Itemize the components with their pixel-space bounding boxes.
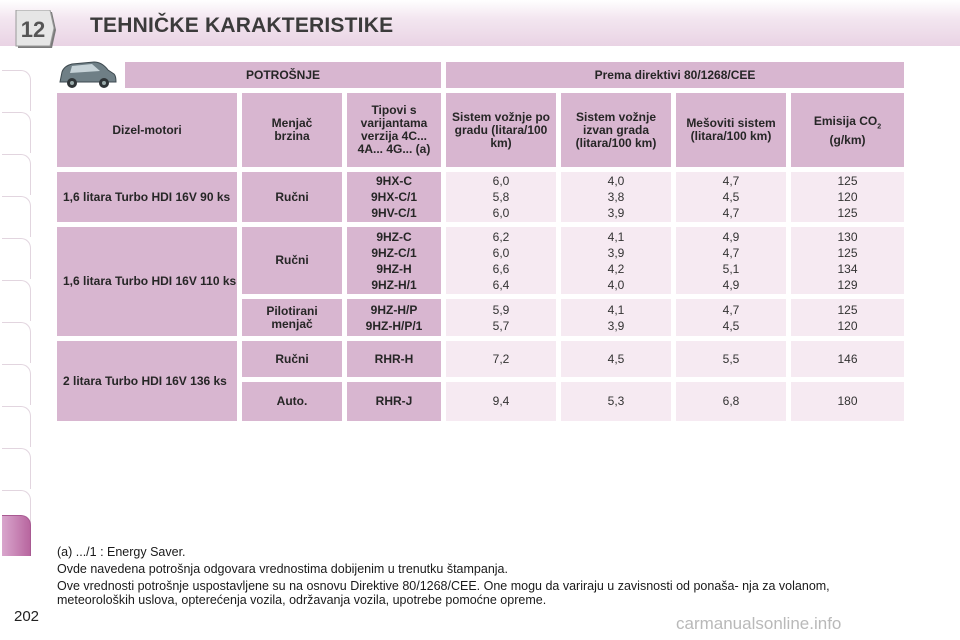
variant: 9HZ-H/1 — [371, 277, 417, 292]
variant: 9HX-C/1 — [370, 190, 417, 204]
value: 125 — [837, 245, 858, 260]
value: 6,4 — [492, 277, 510, 292]
chapter-number: 12 — [20, 17, 46, 42]
city-values — [446, 172, 556, 222]
variant: RHR-H — [347, 341, 441, 377]
col-header-mixed: Mešoviti sistem (litara/100 km) — [676, 93, 786, 167]
side-tab[interactable] — [2, 70, 31, 111]
note-directive: Ove vrednosti potrošnje uspostavljene su na osnovu Direktive 80/1268/CEE. One mogu da variraju u zavisnosti od ponaša- nja za volanom, meteoroloških uslova, opterećenja vozila, održavanja vozila, upotrebe pomoćne opreme. — [57, 579, 830, 607]
value: 3,9 — [607, 318, 625, 333]
value: 4,7 — [722, 174, 740, 188]
co2-subscript: 2 — [877, 123, 882, 131]
value: 7,2 — [446, 341, 556, 377]
note-printing: Ovde navedena potrošnja odgovara vrednostima dobijenim u trenutku štampanja. — [57, 562, 508, 576]
co2-values — [791, 227, 904, 294]
side-tab[interactable] — [2, 238, 31, 279]
value: 6,0 — [492, 245, 510, 260]
value: 3,9 — [607, 245, 625, 260]
value: 4,9 — [722, 229, 740, 244]
extra-urban-values — [561, 172, 671, 222]
value: 146 — [791, 341, 904, 377]
variant: RHR-J — [347, 382, 441, 421]
value: 5,1 — [722, 261, 740, 276]
value: 6,6 — [492, 261, 510, 276]
value: 180 — [791, 382, 904, 421]
value: 9,4 — [446, 382, 556, 421]
value: 5,7 — [492, 318, 510, 333]
city-values — [446, 227, 556, 294]
variants-cell — [347, 172, 441, 222]
watermark: carmanualsonline.info — [676, 614, 842, 633]
value: 4,7 — [722, 206, 740, 220]
side-tab[interactable] — [2, 406, 31, 447]
mixed-values — [676, 227, 786, 294]
variant: 9HZ-H/P/1 — [365, 318, 423, 333]
extra-urban-values — [561, 299, 671, 336]
value: 129 — [837, 277, 858, 292]
gearbox-cell: Auto. — [242, 382, 342, 421]
variant: 9HZ-C — [376, 229, 412, 244]
value: 134 — [837, 261, 858, 276]
value: 120 — [837, 190, 858, 204]
engine-1-6-110: 1,6 litara Turbo HDI 16V 110 ks — [57, 227, 237, 336]
value: 5,9 — [492, 302, 510, 317]
gearbox-piloted: Pilotirani menjač — [242, 299, 342, 336]
value: 4,7 — [722, 302, 740, 317]
value: 4,5 — [722, 318, 740, 333]
value: 130 — [837, 229, 858, 244]
co2-unit: (g/km) — [829, 132, 866, 147]
city-values — [446, 299, 556, 336]
variant: 9HV-C/1 — [371, 206, 417, 220]
chapter-badge-icon — [14, 10, 58, 50]
co2-label: Emisija CO — [813, 114, 878, 129]
value: 6,2 — [492, 229, 510, 244]
header-directive: Prema direktivi 80/1268/CEE — [446, 62, 904, 88]
value: 5,3 — [561, 382, 671, 421]
side-tab[interactable] — [2, 196, 31, 237]
side-tabs — [0, 60, 34, 565]
note-energy-saver: (a) .../1 : Energy Saver. — [57, 545, 186, 559]
header-consumption: POTROŠNJE — [125, 62, 441, 88]
gearbox-cell: Ručni — [242, 341, 342, 377]
side-tab-active[interactable] — [2, 515, 31, 556]
variant: 9HX-C — [375, 174, 412, 188]
side-tab[interactable] — [2, 154, 31, 195]
value: 4,2 — [607, 261, 625, 276]
extra-urban-values — [561, 227, 671, 294]
value: 6,8 — [676, 382, 786, 421]
col-header-gearbox: Menjač brzina — [242, 93, 342, 167]
variant: 9HZ-H/P — [370, 302, 418, 317]
variants-cell — [347, 299, 441, 336]
value: 4,1 — [607, 302, 625, 317]
value: 4,5 — [722, 190, 740, 204]
consumption-table — [57, 62, 904, 422]
variant: 9HZ-H — [376, 261, 412, 276]
side-tab[interactable] — [2, 322, 31, 363]
value: 125 — [837, 302, 858, 317]
variants-cell — [347, 227, 441, 294]
gearbox-cell: Ručni — [242, 172, 342, 222]
value: 120 — [837, 318, 858, 333]
page-number: 202 — [14, 608, 40, 625]
mixed-values — [676, 172, 786, 222]
value: 4,5 — [561, 341, 671, 377]
col-header-co2 — [791, 93, 904, 167]
side-tab[interactable] — [2, 280, 31, 321]
side-tab[interactable] — [2, 364, 31, 405]
variant: 9HZ-C/1 — [371, 245, 417, 260]
value: 4,1 — [607, 229, 625, 244]
footnotes — [57, 545, 907, 610]
page-title: TEHNIČKE KARAKTERISTIKE — [90, 14, 394, 37]
value: 3,9 — [607, 206, 625, 220]
value: 4,9 — [722, 277, 740, 292]
col-header-engine: Dizel-motori — [57, 93, 237, 167]
value: 5,8 — [492, 190, 510, 204]
side-tab[interactable] — [2, 448, 31, 489]
col-header-city: Sistem vožnje po gradu (litara/100 km) — [446, 93, 556, 167]
value: 125 — [837, 174, 858, 188]
engine-1-6-90: 1,6 litara Turbo HDI 16V 90 ks — [57, 172, 237, 222]
col-header-variants: Tipovi s varijantama verzija 4C... 4A... 4G... (a) — [347, 93, 441, 167]
gearbox-cell: Ručni — [242, 227, 342, 294]
value: 4,0 — [607, 174, 625, 188]
co2-values — [791, 172, 904, 222]
value: 6,0 — [492, 206, 510, 220]
value: 5,5 — [676, 341, 786, 377]
value: 6,0 — [492, 174, 510, 188]
value: 4,7 — [722, 245, 740, 260]
engine-2-0-136: 2 litara Turbo HDI 16V 136 ks — [57, 341, 237, 421]
side-tab[interactable] — [2, 112, 31, 153]
value: 125 — [837, 206, 858, 220]
value: 4,0 — [607, 277, 625, 292]
mixed-values — [676, 299, 786, 336]
col-header-extra-urban: Sistem vožnje izvan grada (litara/100 km) — [561, 93, 671, 167]
co2-values — [791, 299, 904, 336]
value: 3,8 — [607, 190, 625, 204]
